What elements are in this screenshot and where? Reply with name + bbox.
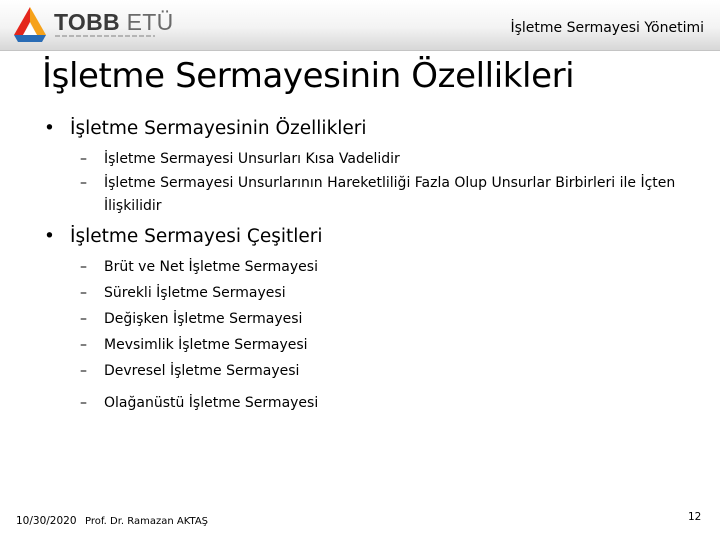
slide-title: İşletme Sermayesinin Özellikleri — [42, 56, 575, 96]
logo-tagline — [55, 35, 155, 37]
dash-marker: – — [80, 337, 87, 353]
dash-marker: – — [80, 175, 87, 191]
sub-bullet-text: Olağanüstü İşletme Sermayesi — [104, 395, 319, 411]
sub-bullet-text: Mevsimlik İşletme Sermayesi — [104, 337, 308, 353]
footer-author: Prof. Dr. Ramazan AKTAŞ — [85, 516, 209, 527]
bullet-item — [44, 226, 323, 247]
logo-wordmark: TOBB ETÜ — [54, 9, 174, 35]
dash-marker: – — [80, 395, 87, 411]
sub-bullet-item — [80, 256, 318, 279]
bullet-item — [44, 118, 367, 139]
bullet-marker: • — [44, 226, 55, 247]
sub-bullet-item — [80, 282, 286, 305]
sub-bullet-text: Sürekli İşletme Sermayesi — [104, 285, 286, 301]
sub-bullet-item — [80, 334, 308, 357]
bullet-text: İşletme Sermayesinin Özellikleri — [70, 118, 367, 139]
header-bar — [0, 0, 720, 51]
dash-marker: – — [80, 259, 87, 275]
sub-bullet-item — [80, 308, 302, 331]
sub-bullet-item — [80, 148, 400, 171]
sub-bullet-item — [80, 392, 318, 415]
dash-marker: – — [80, 151, 87, 167]
sub-bullet-text: Devresel İşletme Sermayesi — [104, 363, 300, 379]
dash-marker: – — [80, 285, 87, 301]
sub-bullet-text: İşletme Sermayesi Unsurları Kısa Vadelidir — [104, 151, 400, 167]
dash-marker: – — [80, 311, 87, 327]
tobb-etu-logo-icon — [10, 4, 50, 46]
page-number: 12 — [688, 511, 702, 523]
bullet-marker: • — [44, 118, 55, 139]
bullet-text: İşletme Sermayesi Çeşitleri — [70, 226, 323, 247]
sub-bullet-item — [80, 172, 680, 218]
header-title: İşletme Sermayesi Yönetimi — [510, 20, 704, 36]
sub-bullet-text: Değişken İşletme Sermayesi — [104, 311, 303, 327]
tobb-etu-logo — [10, 4, 174, 46]
sub-bullet-text: İşletme Sermayesi Unsurlarının Hareketliliği Fazla Olup Unsurlar Birbirleri ile İçten İlişkilidir — [104, 175, 676, 214]
footer-date: 10/30/2020 — [16, 515, 77, 527]
dash-marker: – — [80, 363, 87, 379]
sub-bullet-item — [80, 360, 299, 383]
sub-bullet-text: Brüt ve Net İşletme Sermayesi — [104, 259, 318, 275]
